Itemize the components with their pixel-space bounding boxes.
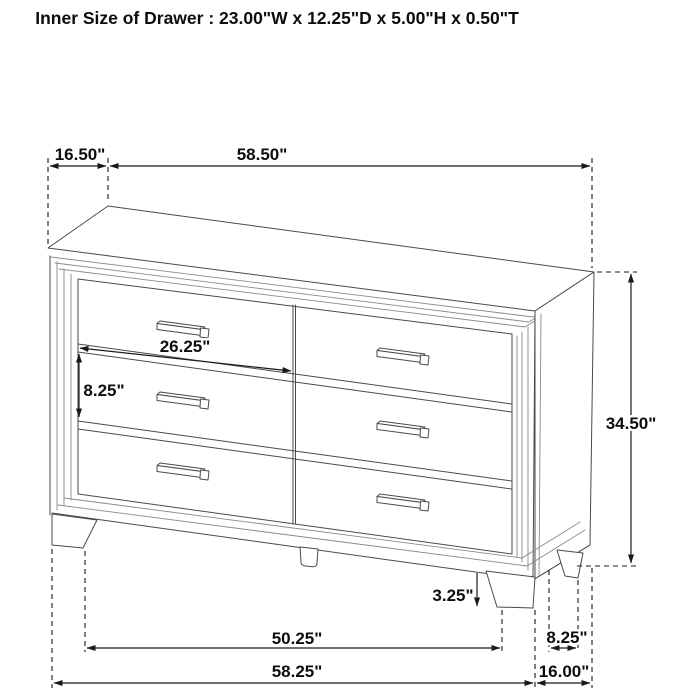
label-overall-depth: 16.00": [538, 662, 590, 681]
label-top-width: 58.50": [236, 145, 288, 164]
dresser-right-side-panel: [533, 272, 594, 580]
label-feet-span: 50.25": [271, 629, 323, 648]
drawer-handle-middle-right: [377, 421, 429, 438]
label-side-feet-gap: 8.25": [546, 628, 588, 647]
center-foot: [300, 547, 318, 567]
back-right-foot: [557, 550, 583, 578]
drawer-handle-top-left: [157, 321, 209, 338]
front-left-foot: [52, 514, 97, 548]
label-top-depth: 16.50": [54, 145, 106, 164]
drawer-handle-bottom-right: [377, 494, 429, 511]
label-drawer-height: 8.25": [83, 381, 125, 400]
label-overall-width: 58.25": [271, 662, 323, 681]
label-drawer-width: 26.25": [159, 337, 211, 356]
diagram-title: Inner Size of Drawer : 23.00"W x 12.25"D x 5.00"H x 0.50"T: [35, 8, 519, 28]
front-right-foot: [486, 571, 535, 608]
drawer-handle-top-right: [377, 348, 429, 365]
drawer-handle-bottom-left: [157, 463, 209, 480]
dresser-top-surface: [48, 206, 594, 311]
label-cabinet-height: 34.50": [605, 414, 657, 433]
label-foot-height: 3.25": [432, 586, 474, 605]
dresser-illustration: [48, 206, 594, 608]
center-stile: [293, 305, 296, 524]
drawer-handle-middle-left: [157, 392, 209, 409]
